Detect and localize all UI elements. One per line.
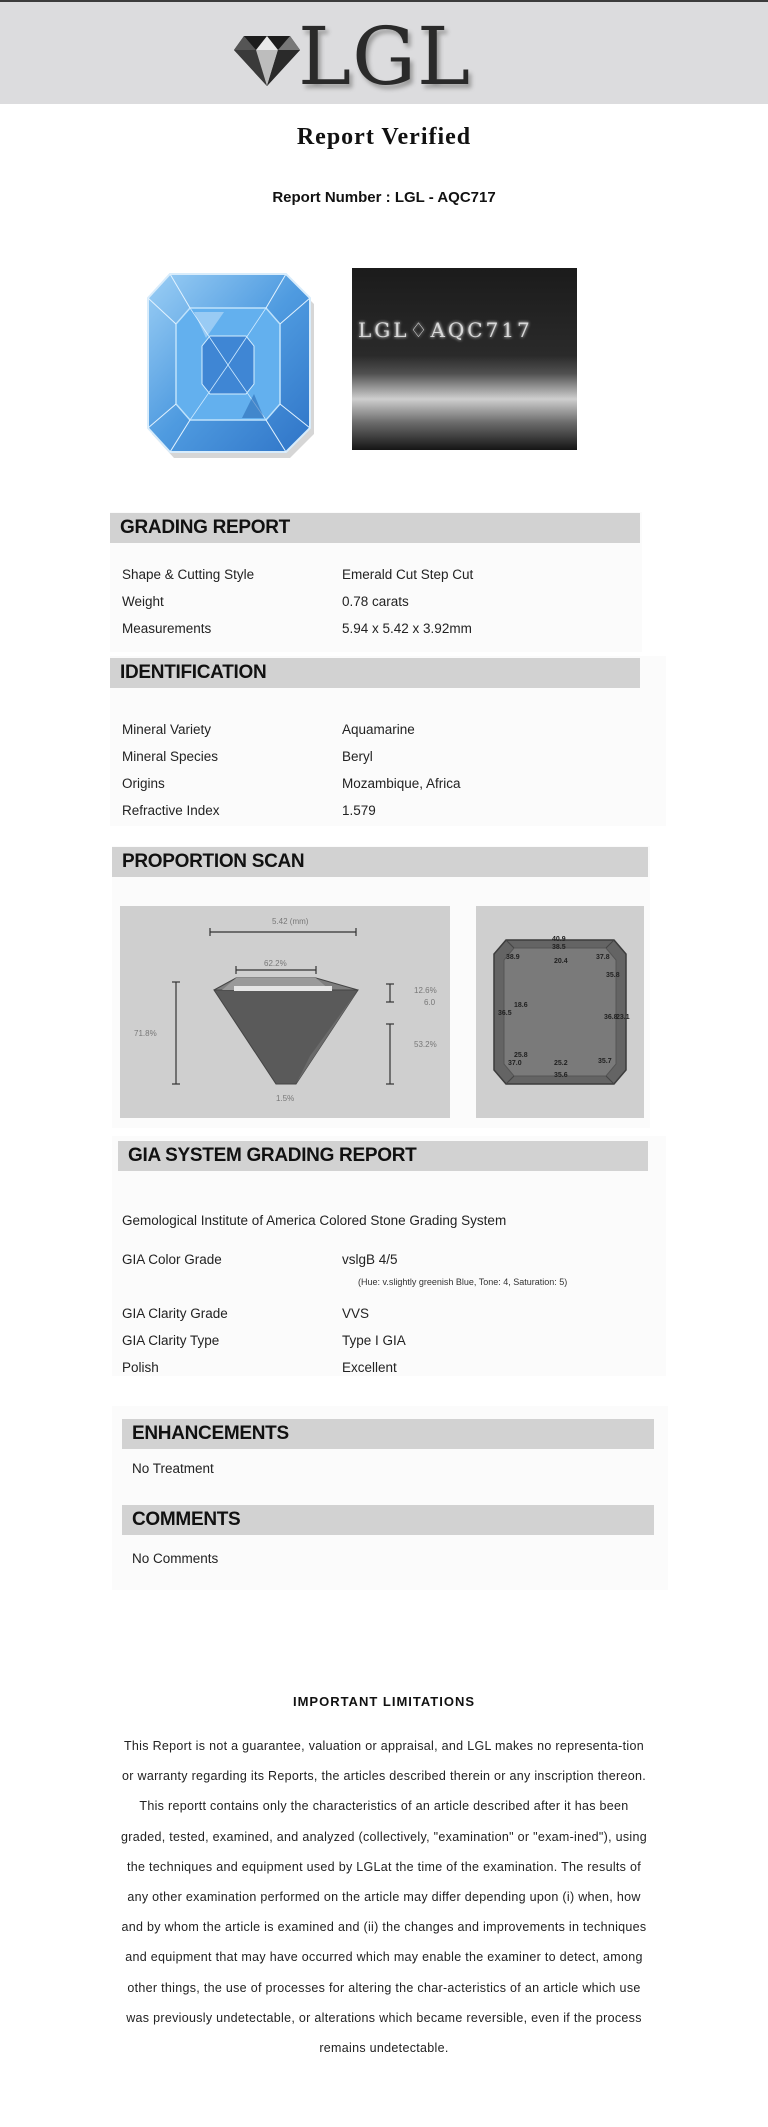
row-value: Excellent: [342, 1360, 397, 1375]
facet-label: 25.8: [514, 1052, 528, 1059]
identification-heading: IDENTIFICATION: [120, 662, 267, 683]
facet-label: 36.8: [604, 1014, 618, 1021]
row-label: GIA Clarity Type: [122, 1333, 220, 1348]
row-label: Mineral Variety: [122, 722, 212, 737]
diamond-icon: [232, 28, 302, 88]
facet-label: 38.5: [552, 944, 566, 951]
color-grade-note: (Hue: v.slightly greenish Blue, Tone: 4, Saturation: 5): [358, 1277, 568, 1287]
gem-photo: [134, 268, 326, 460]
gia-system-text: Gemological Institute of America Colored Stone Grading System: [122, 1213, 507, 1228]
row-value: 5.94 x 5.42 x 3.92mm: [342, 621, 472, 636]
row-label: Polish: [122, 1360, 159, 1375]
depth-label: 71.8%: [134, 1029, 157, 1038]
row-value: Mozambique, Africa: [342, 776, 461, 791]
facet-label: 36.5: [498, 1010, 512, 1017]
facet-label: 40.9: [552, 936, 566, 943]
culet-label: 1.5%: [276, 1094, 295, 1103]
facet-label: 25.2: [554, 1060, 568, 1067]
grading-heading: GRADING REPORT: [120, 517, 290, 538]
row-value: Type I GIA: [342, 1333, 406, 1348]
limitations-heading: IMPORTANT LIMITATIONS: [292, 1694, 476, 1709]
proportion-heading-bar: [112, 847, 648, 877]
row-value: Beryl: [342, 749, 373, 764]
facet-label: 20.4: [554, 958, 568, 965]
crown-label: 12.6%: [414, 986, 437, 995]
table-label: 62.2%: [264, 959, 287, 968]
inscription-photo: [352, 268, 577, 450]
row-value: Emerald Cut Step Cut: [342, 567, 474, 582]
limitations-body: This Report is not a guarantee, valuation or appraisal, and LGL makes no representa-tion or warranty regarding its Reports, the articles described therein or any inscription thereon. This reportt contains only the characteristics of an article described after it has been graded, tested, examined, and analyzed (collectively, "examination" or "exam-ined"), using the techniques and equipment used by LGLat the time of the examination. The results of any other examination performed on the article may differ depending upon (i) when, how and by whom the article is examined and (ii) the changes and improvements in techniques and equipment that may have occurred which may enable the examiner to detect, among other things, the use of processes for altering the char-acteristics of an article which use was previously undetectable, or alterations which became reversible, even if the process remains undetectable.: [120, 1739, 648, 2056]
page-title: Report Verified: [296, 124, 472, 150]
row-label: GIA Color Grade: [122, 1252, 222, 1267]
facet-label: 35.7: [598, 1058, 612, 1065]
row-label: Refractive Index: [122, 803, 220, 818]
site-header: [0, 2, 768, 104]
row-value: vslgB 4/5: [342, 1252, 398, 1267]
row-label: GIA Clarity Grade: [122, 1306, 228, 1321]
logo-text: LGL: [298, 10, 472, 103]
facet-label: 18.6: [514, 1002, 528, 1009]
facet-label: 35.6: [554, 1072, 568, 1079]
row-label: Shape & Cutting Style: [122, 567, 255, 582]
facet-label: 38.9: [506, 954, 520, 961]
row-label: Origins: [122, 776, 165, 791]
comments-heading-bar: [122, 1505, 654, 1535]
lgl-logo[interactable]: [232, 10, 492, 103]
facet-label: 37.8: [596, 954, 610, 961]
facet-label: 23.1: [616, 1014, 630, 1021]
row-value: 1.579: [342, 803, 376, 818]
comments-text: No Comments: [132, 1551, 219, 1566]
row-label: Measurements: [122, 621, 212, 636]
enhancements-text: No Treatment: [132, 1461, 214, 1476]
facet-label: 35.8: [606, 972, 620, 979]
row-value: VVS: [342, 1306, 370, 1321]
row-value: 0.78 carats: [342, 594, 409, 609]
inscription-text: LGL♢AQC717: [358, 318, 533, 342]
pavilion-label: 53.2%: [414, 1040, 437, 1049]
grading-heading-bar: [110, 513, 640, 543]
enhancements-heading-bar: [122, 1419, 654, 1449]
comments-heading: COMMENTS: [132, 1509, 241, 1530]
row-value: Aquamarine: [342, 722, 415, 737]
gia-heading-bar: [118, 1141, 648, 1171]
report-number: Report Number : LGL - AQC717: [272, 189, 496, 206]
gia-heading: GIA SYSTEM GRADING REPORT: [128, 1145, 417, 1166]
identification-heading-bar: [110, 658, 640, 688]
row-label: Mineral Species: [122, 749, 219, 764]
side-profile-diagram: [120, 906, 450, 1118]
width-label: 5.42 (mm): [272, 917, 309, 926]
proportion-heading: PROPORTION SCAN: [122, 851, 305, 872]
gem-illustration: [134, 268, 326, 460]
row-label: Weight: [122, 594, 164, 609]
enhancements-heading: ENHANCEMENTS: [132, 1423, 289, 1444]
crown-angle-label: 6.0: [424, 998, 436, 1007]
facet-label: 37.0: [508, 1060, 522, 1067]
top-view-diagram: [476, 906, 644, 1118]
